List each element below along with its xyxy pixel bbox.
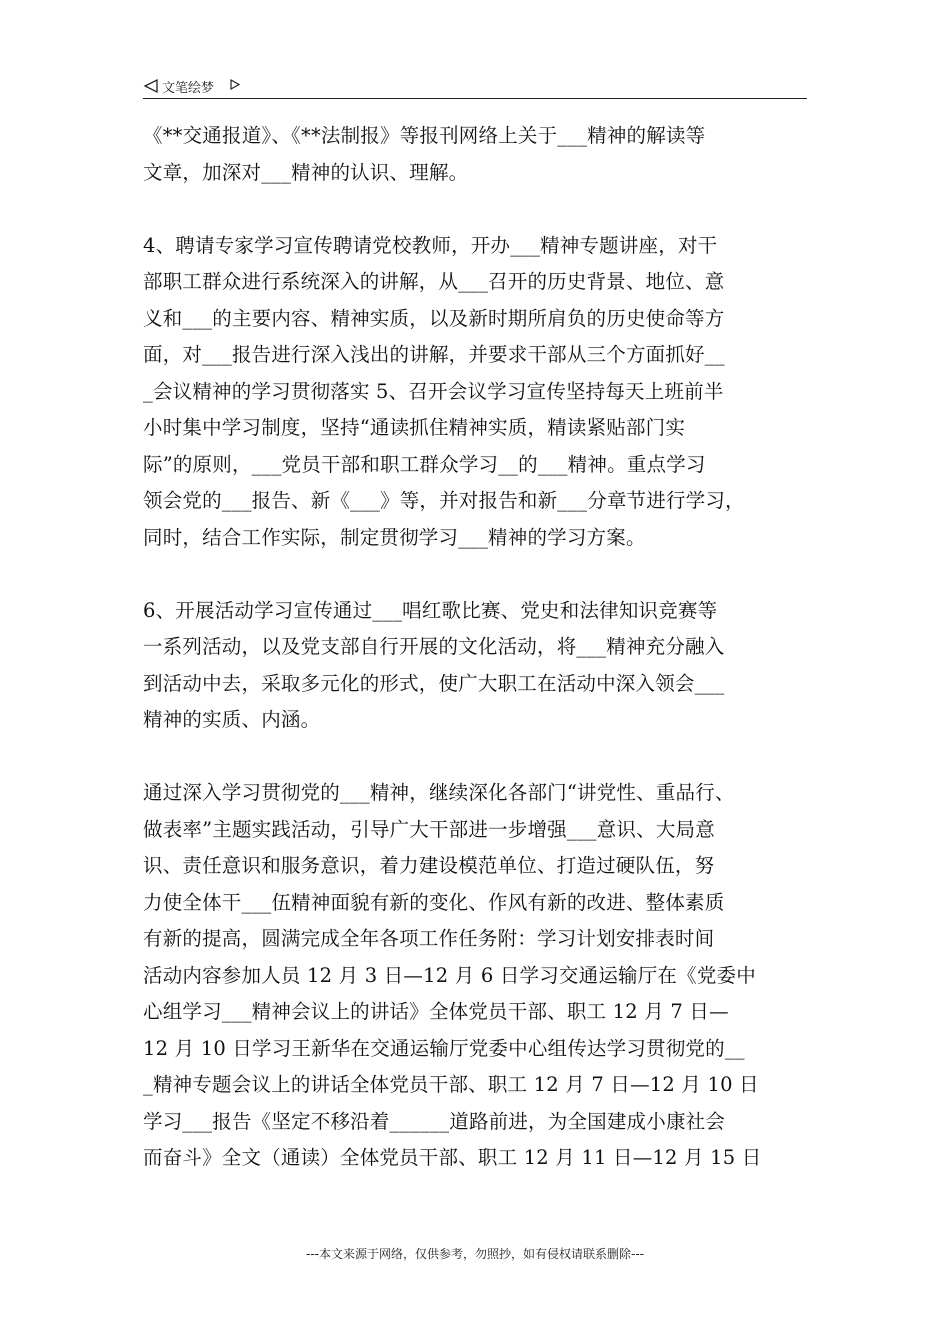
paragraph-gap xyxy=(143,556,815,593)
text-line: 识、责任意识和服务意识，着力建设模范单位、打造过硬队伍，努 xyxy=(143,854,715,877)
paragraph xyxy=(143,228,815,557)
triangle-right-outline-icon xyxy=(229,78,241,91)
text-line: 通过深入学习贯彻党的___精神，继续深化各部门“讲党性、重品行、 xyxy=(143,781,735,804)
text-line: 精神的实质、内涵。 xyxy=(143,708,321,731)
text-line: 一系列活动，以及党支部自行开展的文化活动，将___精神充分融入 xyxy=(143,635,725,658)
text-line: 6、开展活动学习宣传通过___唱红歌比赛、党史和法律知识竞赛等 xyxy=(143,598,718,622)
text-line: 做表率”主题实践活动，引导广大干部进一步增强___意识、大局意 xyxy=(143,817,715,841)
text-line: _精神专题会议上的讲话全体党员干部、职工 12 月 7 日—12 月 10 日 xyxy=(143,1073,759,1096)
paragraph xyxy=(143,593,815,739)
document-body xyxy=(143,118,815,1177)
text-line: 活动内容参加人员 12 月 3 日—12 月 6 日学习交通运输厅在《党委中 xyxy=(143,963,756,987)
text-line: 而奋斗》全文（通读）全体党员干部、职工 12 月 11 日—12 月 15 日 xyxy=(143,1146,762,1169)
header-title: 文笔绘梦 xyxy=(162,81,215,96)
paragraph xyxy=(143,118,815,191)
text-line: 小时集中学习制度，坚持“通读抓住精神实质，精读紧贴部门实 xyxy=(143,416,686,439)
text-line: _会议精神的学习贯彻落实 5、召开会议学习宣传坚持每天上班前半 xyxy=(143,379,724,403)
text-line: 面，对___报告进行深入浅出的讲解，并要求干部从三个方面抓好__ xyxy=(143,343,725,366)
text-line: 心组学习___精神会议上的讲话》全体党员干部、职工 12 月 7 日— xyxy=(143,1000,729,1023)
text-line: 4、聘请专家学习宣传聘请党校教师，开办___精神专题讲座，对干 xyxy=(143,233,718,257)
paragraph xyxy=(143,775,815,1177)
page-header xyxy=(143,76,807,99)
paragraph-gap xyxy=(143,191,815,228)
text-line: 力使全体干___伍精神面貌有新的变化、作风有新的改进、整体素质 xyxy=(143,890,725,914)
text-line: 12 月 10 日学习王新华在交通运输厅党委中心组传达学习贯彻党的__ xyxy=(143,1036,745,1060)
footer-notice: ---本文来源于网络，仅供参考，勿照抄，如有侵权请联系删除--- xyxy=(306,1247,644,1261)
text-line: 际”的原则，___党员干部和职工群众学习__的___精神。重点学习 xyxy=(143,452,706,476)
text-line: 义和___的主要内容、精神实质，以及新时期所肩负的历史使命等方 xyxy=(143,306,725,330)
text-line: 学习___报告《坚定不移沿着______道路前进，为全国建成小康社会 xyxy=(143,1109,726,1133)
text-line: 领会党的___报告、新《___》等，并对报告和新___分章节进行学习， xyxy=(143,489,745,512)
text-line: 部职工群众进行系统深入的讲解，从___召开的历史背景、地位、意 xyxy=(143,270,725,293)
text-line: 文章，加深对___精神的认识、理解。 xyxy=(143,160,469,184)
text-line: 同时，结合工作实际，制定贯彻学习___精神的学习方案。 xyxy=(143,525,646,549)
text-line: 《**交通报道》、《**法制报》等报刊网络上关于___精神的解读等 xyxy=(143,124,706,147)
text-line: 有新的提高，圆满完成全年各项工作任务附：学习计划安排表时间 xyxy=(143,927,715,950)
text-line: 到活动中去，采取多元化的形式，使广大职工在活动中深入领会___ xyxy=(143,671,725,695)
triangle-left-outline-icon xyxy=(143,78,159,94)
paragraph-gap xyxy=(143,739,815,776)
